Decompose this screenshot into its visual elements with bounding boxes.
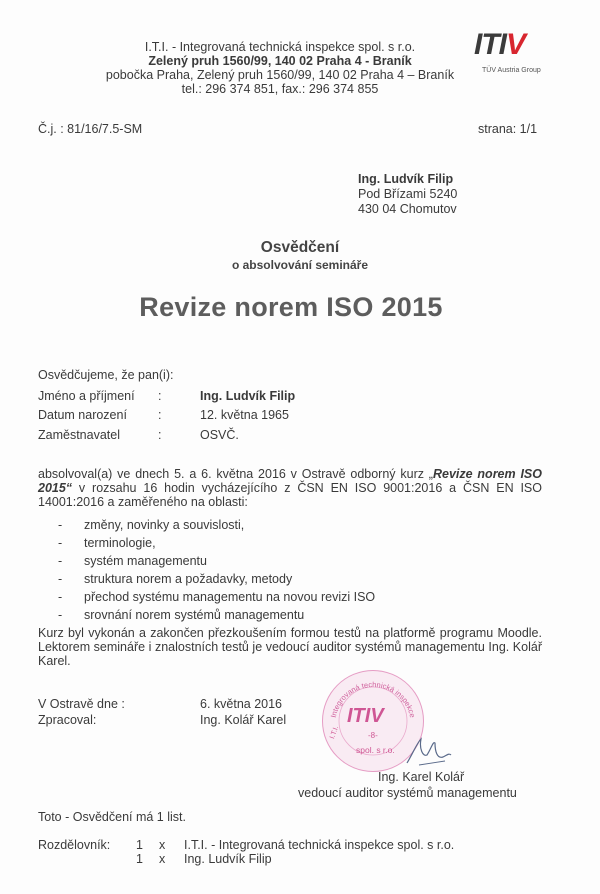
place-date-value: 6. května 2016 bbox=[200, 697, 283, 711]
name-colon: : bbox=[158, 389, 162, 403]
list-item-text: terminologie, bbox=[84, 536, 156, 550]
list-item-text: přechod systému managementu na novou revizi ISO bbox=[84, 590, 376, 604]
bullet-dash: - bbox=[58, 608, 63, 622]
distribution-x: x bbox=[159, 852, 166, 866]
company-address: Zelený pruh 1560/99, 140 02 Praha 4 - Braník bbox=[148, 54, 412, 68]
distribution-label: Rozdělovník: bbox=[38, 838, 111, 852]
iti-logo bbox=[474, 28, 525, 62]
list-item bbox=[58, 518, 244, 532]
list-item-text: struktura norem a požadavky, metody bbox=[84, 572, 293, 586]
stamp-number: -8- bbox=[368, 731, 378, 740]
recipient-street: Pod Břízami 5240 bbox=[358, 187, 458, 201]
company-phone: tel.: 296 374 851, fax.: 296 374 855 bbox=[181, 82, 379, 96]
signer-role: vedoucí auditor systémů managementu bbox=[298, 786, 517, 800]
employer-colon: : bbox=[158, 428, 162, 442]
signer-name: Ing. Karel Kolář bbox=[378, 770, 465, 784]
list-item bbox=[58, 608, 304, 622]
description-part2: v rozsahu 16 hodin vycházejícího z ČSN EN ISO 9001:2016 a ČSN EN ISO 14001:2016 a zaměřeného na oblasti: bbox=[38, 481, 542, 509]
bullet-dash: - bbox=[58, 536, 63, 550]
processed-label: Zpracoval: bbox=[38, 713, 97, 727]
logo-accent: V bbox=[506, 28, 526, 61]
logo-subtitle: TÜV Austria Group bbox=[482, 67, 541, 74]
page-count: Toto - Osvědčení má 1 list. bbox=[38, 810, 186, 824]
description-part1: absolvoval(a) ve dnech 5. a 6. května 2016 v Ostravě odborný kurz „ bbox=[38, 467, 433, 481]
distribution-x: x bbox=[159, 838, 166, 852]
list-item bbox=[58, 536, 156, 550]
signature bbox=[405, 735, 453, 769]
distribution-qty: 1 bbox=[136, 838, 143, 852]
birthdate-label: Datum narození bbox=[38, 408, 127, 422]
stamp-logo: ITIV bbox=[347, 705, 384, 727]
bullet-dash: - bbox=[58, 590, 63, 604]
distribution-recipient: Ing. Ludvík Filip bbox=[184, 852, 272, 866]
recipient-city: 430 04 Chomutov bbox=[358, 202, 457, 216]
description-course: Revize norem ISO 2015“ bbox=[38, 467, 542, 495]
company-name: I.T.I. - Integrovaná technická inspekce spol. s r.o. bbox=[144, 40, 416, 54]
name-value: Ing. Ludvík Filip bbox=[200, 389, 296, 403]
list-item-text: systém managementu bbox=[84, 554, 207, 568]
processed-value: Ing. Kolář Karel bbox=[200, 713, 287, 727]
recipient-name: Ing. Ludvík Filip bbox=[358, 172, 454, 186]
bullet-dash: - bbox=[58, 554, 63, 568]
list-item bbox=[58, 590, 375, 604]
course-title: Revize norem ISO 2015 bbox=[139, 292, 443, 322]
list-item-text: změny, novinky a souvislosti, bbox=[84, 518, 245, 532]
employer-label: Zaměstnavatel bbox=[38, 428, 120, 442]
stamp-bottom-text: spol. s r.o. bbox=[356, 745, 395, 755]
course-description bbox=[38, 467, 542, 509]
bullet-dash: - bbox=[58, 518, 63, 532]
stamp-left-text: I.T.I. bbox=[329, 725, 341, 740]
document-title: Osvědčení bbox=[260, 239, 340, 256]
name-label: Jméno a příjmení bbox=[38, 389, 135, 403]
certify-intro: Osvědčujeme, že pan(i): bbox=[38, 368, 174, 382]
list-item bbox=[58, 572, 292, 586]
distribution-qty: 1 bbox=[136, 852, 143, 866]
reference-number: Č.j. : 81/16/7.5-SM bbox=[38, 122, 143, 136]
branch-address: pobočka Praha, Zelený pruh 1560/99, 140 02 Praha 4 – Braník bbox=[105, 68, 455, 82]
logo-text: ITI bbox=[474, 28, 506, 61]
distribution-recipient: I.T.I. - Integrovaná technická inspekce spol. s r.o. bbox=[184, 838, 455, 852]
list-item bbox=[58, 554, 207, 568]
birthdate-value: 12. května 1965 bbox=[200, 408, 289, 422]
closing-paragraph: Kurz byl vykonán a zakončen přezkoušením formou testů na platformě programu Moodle. Lektorem semináře i znalostních testů je vedoucí auditor systémů managementu Ing. Kolář Karel. bbox=[38, 626, 542, 668]
employer-value: OSVČ. bbox=[200, 428, 239, 442]
place-date-label: V Ostravě dne : bbox=[38, 697, 125, 711]
document-subtitle: o absolvování semináře bbox=[231, 258, 369, 272]
list-item-text: srovnání norem systémů managementu bbox=[84, 608, 305, 622]
bullet-dash: - bbox=[58, 572, 63, 586]
stamp-arc-text: Integrovaná technická inspekce bbox=[328, 679, 418, 719]
page-number: strana: 1/1 bbox=[478, 122, 538, 136]
birthdate-colon: : bbox=[158, 408, 162, 422]
